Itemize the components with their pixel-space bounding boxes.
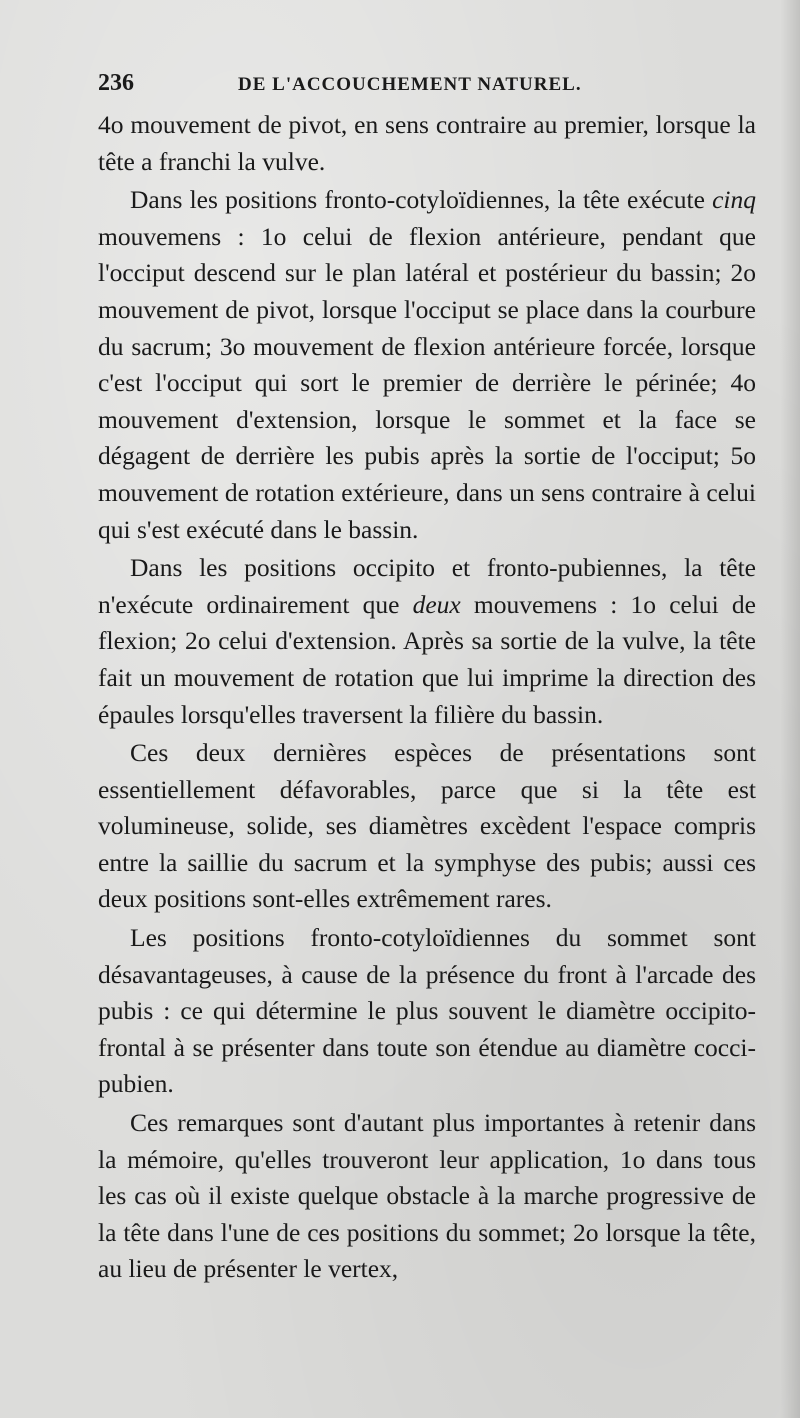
paragraph — [98, 1105, 756, 1288]
text-run: mouvemens : 1o celui de flexion; 2o celui d'extension. Après sa sortie de la vulve, la tête fait un mouvement de rotation que lui imprime la direction des épaules lorsqu'elles traversent la filière du bassin. — [98, 589, 756, 729]
paragraph — [98, 182, 756, 548]
text-run: Ces deux dernières espèces de présentations sont essentiellement défavorables, parce que si la tête est volumineuse, solide, ses diamètres excèdent l'espace compris entre la saillie du sacrum et la symphyse des pubis; aussi ces deux positions sont-elles extrêmement rares. — [98, 738, 756, 914]
running-title: DE L'ACCOUCHEMENT NATUREL. — [238, 74, 582, 95]
page-edge-shadow — [780, 0, 800, 1418]
italic-text: deux — [412, 589, 461, 619]
text-run: mouvemens : 1o celui de flexion antérieure, pendant que l'occiput descend sur le plan latéral et postérieur du bassin; 2o mouvement de pivot, lorsque l'occiput se place dans la courbure du sacrum; 3o mouvement de flexion antérieure forcée, lorsque c'est l'occiput qui sort le premier de derrière le périnée; 4o mouvement d'extension, lorsque le sommet et la face se dégagent de derrière les pubis après la sortie de l'occiput; 5o mouvement de rotation extérieure, dans un sens contraire à celui qui s'est exécuté dans le bassin. — [98, 221, 756, 544]
text-run: Dans les positions occipito et fronto-pubiennes, la tête n'exécute ordinairement que — [98, 553, 756, 619]
running-head — [98, 70, 756, 97]
page-number: 236 — [98, 70, 134, 96]
text-run: Les positions fronto-cotyloïdiennes du sommet sont désavantageuses, à cause de la présence du front à l'arcade des pubis : ce qui détermine le plus souvent le diamètre occipito-frontal à se présenter dans toute son étendue au diamètre cocci-pubien. — [98, 923, 756, 1099]
paragraph — [98, 920, 756, 1103]
paragraph — [98, 735, 756, 918]
text-run: 4o mouvement de pivot, en sens contraire au premier, lorsque la tête a franchi la vulve. — [98, 110, 756, 176]
text-run: Ces remarques sont d'autant plus importantes à retenir dans la mémoire, qu'elles trouveront leur application, 1o dans tous les cas où il existe quelque obstacle à la marche progressive de la tête dans l'une de ces positions du sommet; 2o lorsque la tête, au lieu de présenter le vertex, — [98, 1108, 756, 1284]
body-text — [98, 107, 756, 1288]
paragraph — [98, 107, 756, 180]
italic-text: cinq — [712, 185, 756, 215]
text-run: Dans les positions fronto-cotyloïdiennes, la tête exécute — [130, 185, 713, 215]
paragraph — [98, 550, 756, 733]
